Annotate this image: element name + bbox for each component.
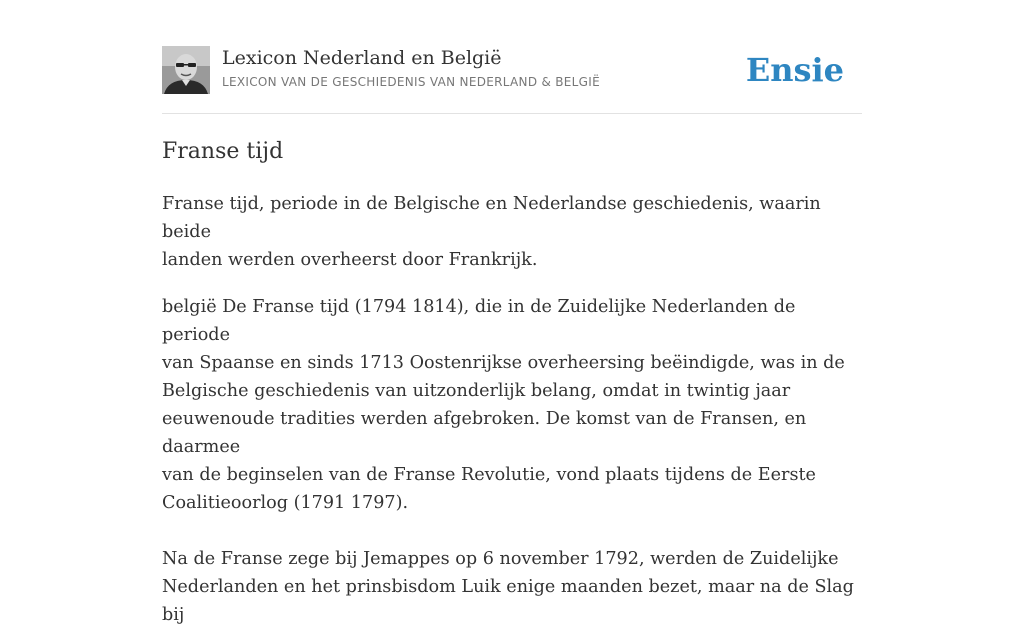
header-divider — [162, 113, 862, 114]
ensie-logo-link[interactable]: Ensie — [745, 51, 844, 89]
article-content — [162, 190, 862, 629]
author-portrait-icon[interactable] — [162, 46, 210, 94]
site-title[interactable]: Lexicon Nederland en België — [222, 47, 502, 69]
avatar-image — [162, 46, 210, 94]
site-header — [162, 46, 862, 96]
article-paragraph: Na de Franse zege bij Jemappes op 6 november 1792, werden de Zuidelijke Nederlanden en het prinsbisdom Luik enige maanden bezet, maar na de Slag bij — [162, 549, 854, 625]
site-subtitle: LEXICON VAN DE GESCHIEDENIS VAN NEDERLAND & BELGIË — [222, 75, 600, 89]
article-intro: Franse tijd, periode in de Belgische en Nederlandse geschiedenis, waarin beide landen werden overheerst door Frankrijk. — [162, 194, 821, 270]
article-title: Franse tijd — [162, 139, 284, 164]
article-paragraph: belgië De Franse tijd (1794 1814), die in de Zuidelijke Nederlanden de periode van Spaanse en sinds 1713 Oostenrijkse overheersing beëindigde, was in de Belgische geschiedenis van uitzonderlijk belang, omdat in twintig jaar eeuwenoude tradities werden afgebroken. De komst van de Fransen, en daarmee van de beginselen van de Franse Revolutie, vond plaats tijdens de Eerste Coalitieoorlog (1791 1797). — [162, 297, 845, 513]
article-spacer — [162, 517, 862, 545]
